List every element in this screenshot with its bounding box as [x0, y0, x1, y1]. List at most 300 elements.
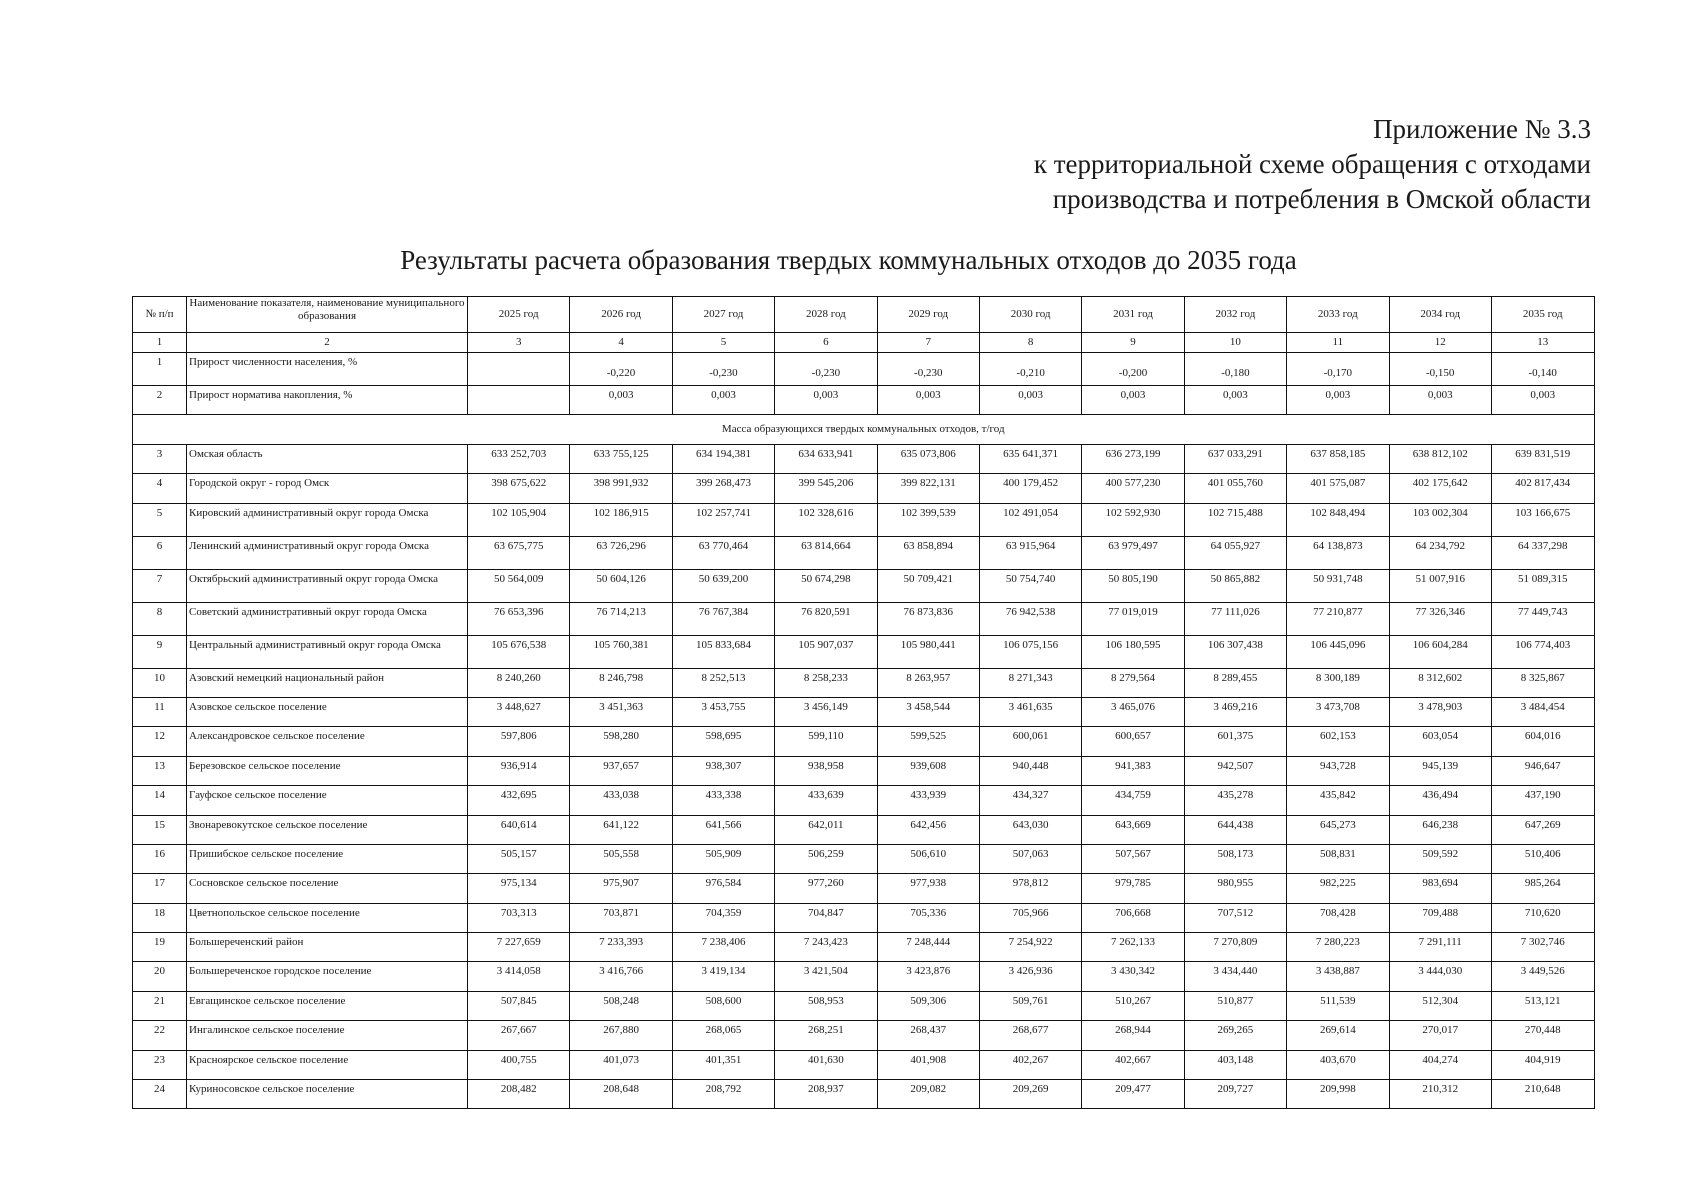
row-name: Евгащинское сельское поселение: [187, 991, 468, 1020]
value-cell: 77 210,877: [1287, 602, 1389, 635]
appendix-number: Приложение № 3.3: [1373, 114, 1591, 144]
row-number: 18: [133, 903, 187, 932]
row-name: Кировский административный округ города Омска: [187, 503, 468, 536]
row-name: Омская область: [187, 444, 468, 473]
value-cell: 638 812,102: [1389, 444, 1491, 473]
value-cell: 209,082: [877, 1080, 979, 1109]
value-cell: 402,667: [1082, 1050, 1184, 1079]
value-cell: 509,761: [979, 991, 1081, 1020]
column-header: 2027 год: [672, 297, 774, 333]
table-row: [133, 1050, 1595, 1079]
value-cell: 106 180,595: [1082, 635, 1184, 668]
table-row: [133, 727, 1595, 756]
value-cell: 3 419,134: [672, 962, 774, 991]
value-cell: 710,620: [1491, 903, 1594, 932]
value-cell: 598,280: [570, 727, 672, 756]
value-cell: 105 676,538: [468, 635, 570, 668]
value-cell: 945,139: [1389, 756, 1491, 785]
value-cell: 938,958: [775, 756, 877, 785]
value-cell: 269,265: [1184, 1021, 1286, 1050]
value-cell: 508,953: [775, 991, 877, 1020]
row-number: 7: [133, 569, 187, 602]
appendix-reference-line2: производства и потребления в Омской области: [1052, 184, 1591, 214]
table-row: [133, 962, 1595, 991]
table-row: [133, 602, 1595, 635]
value-cell: 3 453,755: [672, 697, 774, 726]
value-cell: 400 577,230: [1082, 474, 1184, 503]
value-cell: 402,267: [979, 1050, 1081, 1079]
value-cell: 209,998: [1287, 1080, 1389, 1109]
row-name: Пришибское сельское поселение: [187, 844, 468, 873]
value-cell: 0,003: [1184, 386, 1286, 415]
value-cell: 0,003: [1491, 386, 1594, 415]
value-cell: 3 421,504: [775, 962, 877, 991]
value-cell: 399 822,131: [877, 474, 979, 503]
value-cell: 267,880: [570, 1021, 672, 1050]
value-cell: 600,061: [979, 727, 1081, 756]
value-cell: 508,248: [570, 991, 672, 1020]
value-cell: 599,110: [775, 727, 877, 756]
table-row: [133, 536, 1595, 569]
value-cell: 102 848,494: [1287, 503, 1389, 536]
column-header: 2030 год: [979, 297, 1081, 333]
column-header: Наименование показателя, наименование муниципального образования: [187, 297, 468, 333]
table-row: [133, 1021, 1595, 1050]
value-cell: 64 055,927: [1184, 536, 1286, 569]
value-cell: 7 280,223: [1287, 933, 1389, 962]
value-cell: 7 227,659: [468, 933, 570, 962]
value-cell: 3 430,342: [1082, 962, 1184, 991]
value-cell: 437,190: [1491, 786, 1594, 815]
value-cell: 7 238,406: [672, 933, 774, 962]
column-header: 2035 год: [1491, 297, 1594, 333]
value-cell: 510,406: [1491, 844, 1594, 873]
value-cell: 268,677: [979, 1021, 1081, 1050]
value-cell: 77 111,026: [1184, 602, 1286, 635]
column-header: 2026 год: [570, 297, 672, 333]
value-cell: 267,667: [468, 1021, 570, 1050]
column-number: 1: [133, 333, 187, 353]
value-cell: 634 633,941: [775, 444, 877, 473]
column-header: 2032 год: [1184, 297, 1286, 333]
value-cell: 3 484,454: [1491, 697, 1594, 726]
value-cell: 508,831: [1287, 844, 1389, 873]
section-title: Масса образующихся твердых коммунальных отходов, т/год: [133, 415, 1595, 444]
value-cell: 705,336: [877, 903, 979, 932]
value-cell: 64 138,873: [1287, 536, 1389, 569]
value-cell: 401,351: [672, 1050, 774, 1079]
table-row: [133, 756, 1595, 785]
value-cell: 941,383: [1082, 756, 1184, 785]
value-cell: 76 942,538: [979, 602, 1081, 635]
value-cell: 105 980,441: [877, 635, 979, 668]
value-cell: 433,338: [672, 786, 774, 815]
value-cell: 435,842: [1287, 786, 1389, 815]
value-cell: 8 240,260: [468, 668, 570, 697]
value-cell: 209,477: [1082, 1080, 1184, 1109]
value-cell: 512,304: [1389, 991, 1491, 1020]
value-cell: 509,592: [1389, 844, 1491, 873]
table-row: [133, 474, 1595, 503]
value-cell: 507,567: [1082, 844, 1184, 873]
row-name: Ленинский административный округ города Омска: [187, 536, 468, 569]
value-cell: 3 426,936: [979, 962, 1081, 991]
value-cell: 102 186,915: [570, 503, 672, 536]
table-row: [133, 353, 1595, 386]
value-cell: 102 592,930: [1082, 503, 1184, 536]
value-cell: 64 234,792: [1389, 536, 1491, 569]
row-number: 11: [133, 697, 187, 726]
value-cell: -0,230: [775, 353, 877, 386]
value-cell: 50 754,740: [979, 569, 1081, 602]
value-cell: 400 179,452: [979, 474, 1081, 503]
value-cell: 3 423,876: [877, 962, 979, 991]
value-cell: 936,914: [468, 756, 570, 785]
value-cell: 8 312,602: [1389, 668, 1491, 697]
value-cell: 633 755,125: [570, 444, 672, 473]
value-cell: 506,610: [877, 844, 979, 873]
value-cell: 402 175,642: [1389, 474, 1491, 503]
value-cell: 636 273,199: [1082, 444, 1184, 473]
value-cell: 8 289,455: [1184, 668, 1286, 697]
value-cell: -0,200: [1082, 353, 1184, 386]
value-cell: 647,269: [1491, 815, 1594, 844]
value-cell: [468, 353, 570, 386]
value-cell: -0,140: [1491, 353, 1594, 386]
value-cell: 270,448: [1491, 1021, 1594, 1050]
value-cell: 635 641,371: [979, 444, 1081, 473]
value-cell: 50 805,190: [1082, 569, 1184, 602]
value-cell: 600,657: [1082, 727, 1184, 756]
value-cell: 63 915,964: [979, 536, 1081, 569]
value-cell: 401,630: [775, 1050, 877, 1079]
value-cell: 102 715,488: [1184, 503, 1286, 536]
row-name: Прирост численности населения, %: [187, 353, 468, 386]
column-number: 10: [1184, 333, 1286, 353]
value-cell: 8 271,343: [979, 668, 1081, 697]
value-cell: 937,657: [570, 756, 672, 785]
value-cell: 76 653,396: [468, 602, 570, 635]
value-cell: 209,727: [1184, 1080, 1286, 1109]
value-cell: 64 337,298: [1491, 536, 1594, 569]
value-cell: 8 279,564: [1082, 668, 1184, 697]
value-cell: 3 478,903: [1389, 697, 1491, 726]
value-cell: 510,267: [1082, 991, 1184, 1020]
value-cell: 77 326,346: [1389, 602, 1491, 635]
column-number: 7: [877, 333, 979, 353]
value-cell: 8 246,798: [570, 668, 672, 697]
value-cell: 597,806: [468, 727, 570, 756]
row-number: 10: [133, 668, 187, 697]
value-cell: 3 461,635: [979, 697, 1081, 726]
value-cell: 637 858,185: [1287, 444, 1389, 473]
value-cell: 508,600: [672, 991, 774, 1020]
value-cell: 50 709,421: [877, 569, 979, 602]
table-row: [133, 444, 1595, 473]
value-cell: 8 325,867: [1491, 668, 1594, 697]
row-name: Красноярское сельское поселение: [187, 1050, 468, 1079]
value-cell: 50 639,200: [672, 569, 774, 602]
value-cell: 270,017: [1389, 1021, 1491, 1050]
value-cell: 402 817,434: [1491, 474, 1594, 503]
value-cell: 7 248,444: [877, 933, 979, 962]
value-cell: 946,647: [1491, 756, 1594, 785]
row-number: 13: [133, 756, 187, 785]
row-number: 3: [133, 444, 187, 473]
value-cell: 106 075,156: [979, 635, 1081, 668]
value-cell: 633 252,703: [468, 444, 570, 473]
value-cell: 401 055,760: [1184, 474, 1286, 503]
value-cell: 432,695: [468, 786, 570, 815]
value-cell: 704,359: [672, 903, 774, 932]
value-cell: 8 252,513: [672, 668, 774, 697]
value-cell: 508,173: [1184, 844, 1286, 873]
value-cell: 704,847: [775, 903, 877, 932]
row-name: Азовский немецкий национальный район: [187, 668, 468, 697]
value-cell: 268,251: [775, 1021, 877, 1050]
value-cell: -0,150: [1389, 353, 1491, 386]
value-cell: 209,269: [979, 1080, 1081, 1109]
value-cell: 975,907: [570, 874, 672, 903]
column-header: 2025 год: [468, 297, 570, 333]
value-cell: 602,153: [1287, 727, 1389, 756]
value-cell: 983,694: [1389, 874, 1491, 903]
value-cell: 505,157: [468, 844, 570, 873]
value-cell: 709,488: [1389, 903, 1491, 932]
value-cell: 63 675,775: [468, 536, 570, 569]
value-cell: 77 019,019: [1082, 602, 1184, 635]
waste-calculation-table: [132, 296, 1595, 1109]
value-cell: 510,877: [1184, 991, 1286, 1020]
table-row: [133, 386, 1595, 415]
value-cell: 105 760,381: [570, 635, 672, 668]
row-name: Гауфское сельское поселение: [187, 786, 468, 815]
value-cell: [468, 386, 570, 415]
value-cell: -0,230: [877, 353, 979, 386]
value-cell: 644,438: [1184, 815, 1286, 844]
value-cell: 268,065: [672, 1021, 774, 1050]
value-cell: 708,428: [1287, 903, 1389, 932]
value-cell: 505,909: [672, 844, 774, 873]
value-cell: 705,966: [979, 903, 1081, 932]
value-cell: 513,121: [1491, 991, 1594, 1020]
value-cell: 511,539: [1287, 991, 1389, 1020]
row-number: 16: [133, 844, 187, 873]
value-cell: 978,812: [979, 874, 1081, 903]
value-cell: 106 307,438: [1184, 635, 1286, 668]
value-cell: 8 258,233: [775, 668, 877, 697]
row-number: 4: [133, 474, 187, 503]
row-name: Прирост норматива накопления, %: [187, 386, 468, 415]
table-body: [133, 353, 1595, 1109]
value-cell: 3 465,076: [1082, 697, 1184, 726]
value-cell: 977,260: [775, 874, 877, 903]
value-cell: 3 434,440: [1184, 962, 1286, 991]
value-cell: 106 774,403: [1491, 635, 1594, 668]
value-cell: 269,614: [1287, 1021, 1389, 1050]
value-cell: 50 674,298: [775, 569, 877, 602]
value-cell: 641,566: [672, 815, 774, 844]
value-cell: 401 575,087: [1287, 474, 1389, 503]
table-row: [133, 1080, 1595, 1109]
value-cell: 51 089,315: [1491, 569, 1594, 602]
value-cell: 3 438,887: [1287, 962, 1389, 991]
value-cell: 433,038: [570, 786, 672, 815]
value-cell: 0,003: [570, 386, 672, 415]
value-cell: 398 991,932: [570, 474, 672, 503]
value-cell: 7 262,133: [1082, 933, 1184, 962]
value-cell: 985,264: [1491, 874, 1594, 903]
value-cell: 404,919: [1491, 1050, 1594, 1079]
value-cell: 210,648: [1491, 1080, 1594, 1109]
value-cell: 434,759: [1082, 786, 1184, 815]
value-cell: 210,312: [1389, 1080, 1491, 1109]
value-cell: 51 007,916: [1389, 569, 1491, 602]
value-cell: 76 767,384: [672, 602, 774, 635]
value-cell: 268,944: [1082, 1021, 1184, 1050]
table-row: [133, 668, 1595, 697]
value-cell: 977,938: [877, 874, 979, 903]
value-cell: 939,608: [877, 756, 979, 785]
value-cell: 942,507: [1184, 756, 1286, 785]
value-cell: 63 979,497: [1082, 536, 1184, 569]
table-row: [133, 874, 1595, 903]
value-cell: 505,558: [570, 844, 672, 873]
value-cell: 77 449,743: [1491, 602, 1594, 635]
value-cell: 938,307: [672, 756, 774, 785]
value-cell: 3 416,766: [570, 962, 672, 991]
value-cell: 3 456,149: [775, 697, 877, 726]
column-number: 3: [468, 333, 570, 353]
row-name: Большереченское городское поселение: [187, 962, 468, 991]
value-cell: 0,003: [1287, 386, 1389, 415]
row-name: Большереченский район: [187, 933, 468, 962]
table-row: [133, 697, 1595, 726]
value-cell: 975,134: [468, 874, 570, 903]
value-cell: 102 328,616: [775, 503, 877, 536]
row-name: Центральный административный округ города Омска: [187, 635, 468, 668]
value-cell: 3 451,363: [570, 697, 672, 726]
value-cell: 106 604,284: [1389, 635, 1491, 668]
value-cell: 208,792: [672, 1080, 774, 1109]
value-cell: 0,003: [979, 386, 1081, 415]
appendix-header: [1034, 112, 1591, 217]
value-cell: 640,614: [468, 815, 570, 844]
value-cell: 706,668: [1082, 903, 1184, 932]
value-cell: 103 166,675: [1491, 503, 1594, 536]
value-cell: 643,030: [979, 815, 1081, 844]
value-cell: 102 491,054: [979, 503, 1081, 536]
value-cell: 63 858,894: [877, 536, 979, 569]
column-header: 2034 год: [1389, 297, 1491, 333]
column-number: 11: [1287, 333, 1389, 353]
row-name: Сосновское сельское поселение: [187, 874, 468, 903]
value-cell: 103 002,304: [1389, 503, 1491, 536]
value-cell: 598,695: [672, 727, 774, 756]
row-number: 22: [133, 1021, 187, 1050]
column-header: № п/п: [133, 297, 187, 333]
row-name: Цветнопольское сельское поселение: [187, 903, 468, 932]
value-cell: 3 449,526: [1491, 962, 1594, 991]
table-row: [133, 786, 1595, 815]
row-name: Октябрьский административный округ города Омска: [187, 569, 468, 602]
row-number: 23: [133, 1050, 187, 1079]
value-cell: 398 675,622: [468, 474, 570, 503]
row-number: 15: [133, 815, 187, 844]
value-cell: -0,170: [1287, 353, 1389, 386]
value-cell: 105 833,684: [672, 635, 774, 668]
value-cell: 102 399,539: [877, 503, 979, 536]
value-cell: 403,148: [1184, 1050, 1286, 1079]
row-number: 19: [133, 933, 187, 962]
column-header: 2031 год: [1082, 297, 1184, 333]
table-row: [133, 903, 1595, 932]
value-cell: 0,003: [1082, 386, 1184, 415]
value-cell: 707,512: [1184, 903, 1286, 932]
column-number: 9: [1082, 333, 1184, 353]
row-number: 21: [133, 991, 187, 1020]
value-cell: 642,011: [775, 815, 877, 844]
row-number: 9: [133, 635, 187, 668]
value-cell: 643,669: [1082, 815, 1184, 844]
column-header-row: [133, 297, 1595, 333]
table-row: [133, 933, 1595, 962]
value-cell: 7 243,423: [775, 933, 877, 962]
value-cell: 940,448: [979, 756, 1081, 785]
row-number: 5: [133, 503, 187, 536]
row-name: Александровское сельское поселение: [187, 727, 468, 756]
value-cell: 980,955: [1184, 874, 1286, 903]
column-header: 2033 год: [1287, 297, 1389, 333]
value-cell: 63 770,464: [672, 536, 774, 569]
value-cell: 703,313: [468, 903, 570, 932]
value-cell: 436,494: [1389, 786, 1491, 815]
column-number: 12: [1389, 333, 1491, 353]
column-header: 2028 год: [775, 297, 877, 333]
appendix-reference-line1: к территориальной схеме обращения с отходами: [1033, 149, 1591, 179]
row-name: Ингалинское сельское поселение: [187, 1021, 468, 1050]
value-cell: 208,648: [570, 1080, 672, 1109]
value-cell: 646,238: [1389, 815, 1491, 844]
value-cell: 3 444,030: [1389, 962, 1491, 991]
value-cell: 102 105,904: [468, 503, 570, 536]
column-header: 2029 год: [877, 297, 979, 333]
value-cell: 507,063: [979, 844, 1081, 873]
row-number: 14: [133, 786, 187, 815]
value-cell: 506,259: [775, 844, 877, 873]
value-cell: 703,871: [570, 903, 672, 932]
value-cell: 603,054: [1389, 727, 1491, 756]
value-cell: 105 907,037: [775, 635, 877, 668]
document-title: Результаты расчета образования твердых коммунальных отходов до 2035 года: [400, 245, 1297, 275]
value-cell: 7 291,111: [1389, 933, 1491, 962]
row-number: 17: [133, 874, 187, 903]
value-cell: 7 254,922: [979, 933, 1081, 962]
value-cell: 599,525: [877, 727, 979, 756]
row-name: Городской округ - город Омск: [187, 474, 468, 503]
value-cell: 102 257,741: [672, 503, 774, 536]
value-cell: 50 931,748: [1287, 569, 1389, 602]
value-cell: 399 268,473: [672, 474, 774, 503]
value-cell: 3 414,058: [468, 962, 570, 991]
value-cell: 635 073,806: [877, 444, 979, 473]
row-name: Советский административный округ города Омска: [187, 602, 468, 635]
column-number: 2: [187, 333, 468, 353]
row-number: 1: [133, 353, 187, 386]
value-cell: 3 473,708: [1287, 697, 1389, 726]
value-cell: 404,274: [1389, 1050, 1491, 1079]
value-cell: 433,939: [877, 786, 979, 815]
